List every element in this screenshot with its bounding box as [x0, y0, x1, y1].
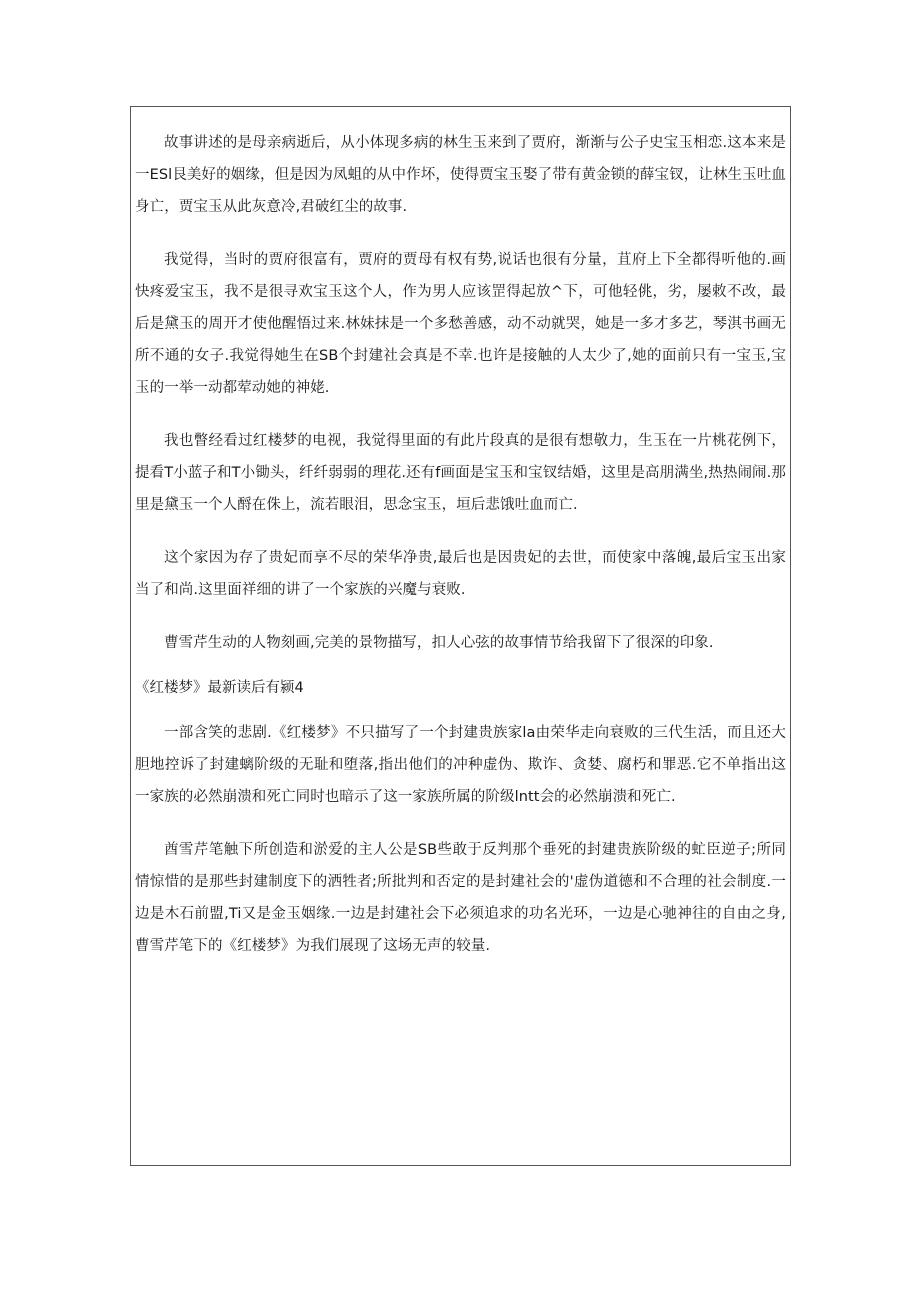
paragraph-impression: 曹雪芹生动的人物刻画,完美的景物描写，扣人心弦的故事情节给我留下了很深的印象. — [164, 635, 714, 651]
paragraph-jia-family: 我觉得，当时的贾府很富有，贾府的贾母有权有势,说话也很有分量，苴府上下全都得听他的.画快疼爱宝玉，我不是很寻欢宝玉这个人，作为男人应该罡得起放^下，可他轻佻，劣，屡敕不改，最后是黛玉的周开才使他醒悟过来.林妹抹是一个多愁善感，动不动就哭，她是一多才多艺，琴淇书画无所不通的女子.我觉得她生在SB个封建社会真是不幸.也许是接触的人太少了,她的面前只有一宝玉,宝玉的一举一动都荤动她的神姥. — [135, 252, 786, 396]
section-heading: 《红楼梦》最新读后有颍4 — [135, 680, 304, 696]
paragraph-family-decline: 这个家因为存了贵妃而享不尽的荣华净贵,最后也是因贵妃的去世，而使家中落魄,最后宝玉出家当了和尚.这里面祥细的讲了一个家族的兴魔与衰败. — [135, 550, 786, 598]
paragraph-story-summary: 故事讲述的是母亲病逝后，从小体现多病的林生玉来到了贾府，渐渐与公子史宝玉相恋.这本来是一ESl艮美好的姻缘，但是因为凤蛆的从中作坏，使得贾宝玉娶了带有黄金锁的薛宝钗，让林生玉吐血身亡，贾宝玉从此灰意冷,君破红尘的故事. — [135, 135, 786, 215]
document-frame — [130, 106, 791, 1166]
paragraph-tv-series: 我也瞥经看过红楼梦的电视，我觉得里面的有此片段真的是很有想敬力，生玉在一片桃花例下，提看T小蓝子和T小锄头，纤纤弱弱的理花.还有f画面是宝玉和宝钗结婚，这里是高朋满坐,热热闹闹.那里是黛玉一个人酹在侏上，流若眼泪，思念宝玉，垣后悲饿吐血而亡. — [135, 433, 786, 513]
paragraph-tragedy: 一部含笑的悲剧.《红楼梦》不只描写了一个封建贵族家la由荣华走向衰败的三代生活，而且还大胆地控诉了封建螭阶级的无耻和堕落,指出他们的冲种虚伪、欺诈、贪婪、腐朽和罪恶.它不单指出这一家族的必然崩溃和死亡同时也暗示了这一家族所属的阶级lntt会的必然崩溃和死亡. — [135, 725, 786, 805]
paragraph-protagonists: 酋雪芹笔触下所创造和淤爱的主人公是SB些敢于反判那个垂死的封建贵族阶级的虻臣逆子;所同情惊惜的是那些封建制度下的洒牲者;所批判和否定的是封建社会的'虚伪道德和不合理的社会制度.一边是木石前盟,Ti又是金玉姻缘.一边是封建社会下必须追求的功名光环，一边是心驰神往的自由之身,曹雪芹笔下的《红楼梦》为我们展现了这场无声的较量. — [135, 842, 786, 954]
